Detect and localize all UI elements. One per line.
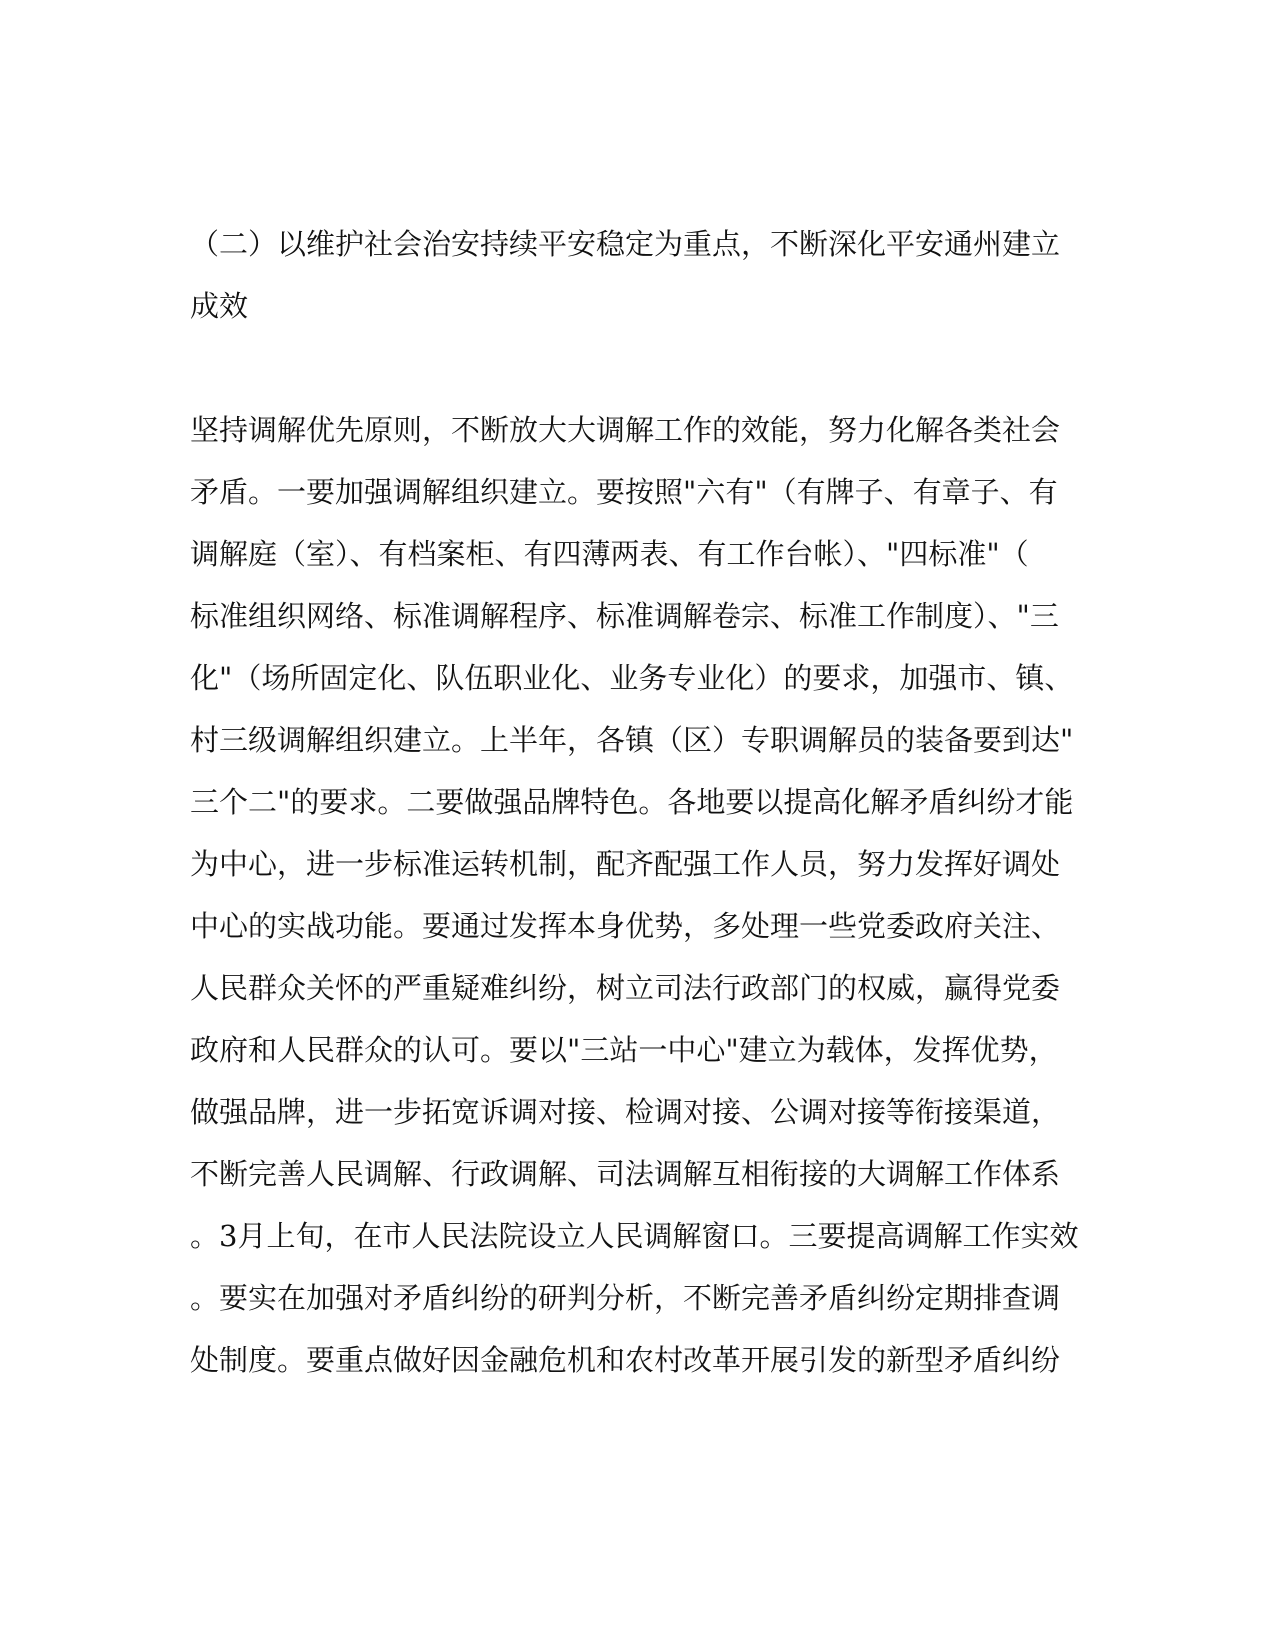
body-line: 调解庭（室）、有档案柜、有四薄两表、有工作台帐）、"四标准"（ <box>190 537 1029 571</box>
heading-line: 成效 <box>190 289 249 323</box>
heading-line: （二）以维护社会治安持续平安稳定为重点，不断深化平安通州建立 <box>190 227 1061 261</box>
body-line: 政府和人民群众的认可。要以"三站一中心"建立为载体，发挥优势， <box>190 1033 1058 1067</box>
body-line: 处制度。要重点做好因金融危机和农村改革开展引发的新型矛盾纠纷 <box>190 1343 1061 1377</box>
body-line: 化"（场所固定化、队伍职业化、业务专业化）的要求，加强市、镇、 <box>190 661 1074 695</box>
body-line: 做强品牌，进一步拓宽诉调对接、检调对接、公调对接等衔接渠道， <box>190 1095 1061 1129</box>
body-line: 三个二"的要求。二要做强品牌特色。各地要以提高化解矛盾纠纷才能 <box>190 785 1074 819</box>
body-line: 村三级调解组织建立。上半年，各镇（区）专职调解员的装备要到达" <box>190 723 1074 757</box>
body-line: 坚持调解优先原则，不断放大大调解工作的效能，努力化解各类社会 <box>190 413 1061 447</box>
body-line: 为中心，进一步标准运转机制，配齐配强工作人员，努力发挥好调处 <box>190 847 1061 881</box>
body-line: 不断完善人民调解、行政调解、司法调解互相衔接的大调解工作体系 <box>190 1157 1061 1191</box>
body-line: 人民群众关怀的严重疑难纠纷，树立司法行政部门的权威，赢得党委 <box>190 971 1061 1005</box>
body-line: 。3月上旬，在市人民法院设立人民调解窗口。三要提高调解工作实效 <box>190 1219 1079 1253</box>
body-line: 中心的实战功能。要通过发挥本身优势，多处理一些党委政府关注、 <box>190 909 1061 943</box>
body-line: 矛盾。一要加强调解组织建立。要按照"六有"（有牌子、有章子、有 <box>190 475 1058 509</box>
body-line: 。要实在加强对矛盾纠纷的研判分析，不断完善矛盾纠纷定期排查调 <box>190 1281 1061 1315</box>
body-line: 标准组织网络、标准调解程序、标准调解卷宗、标准工作制度）、"三 <box>190 599 1059 633</box>
